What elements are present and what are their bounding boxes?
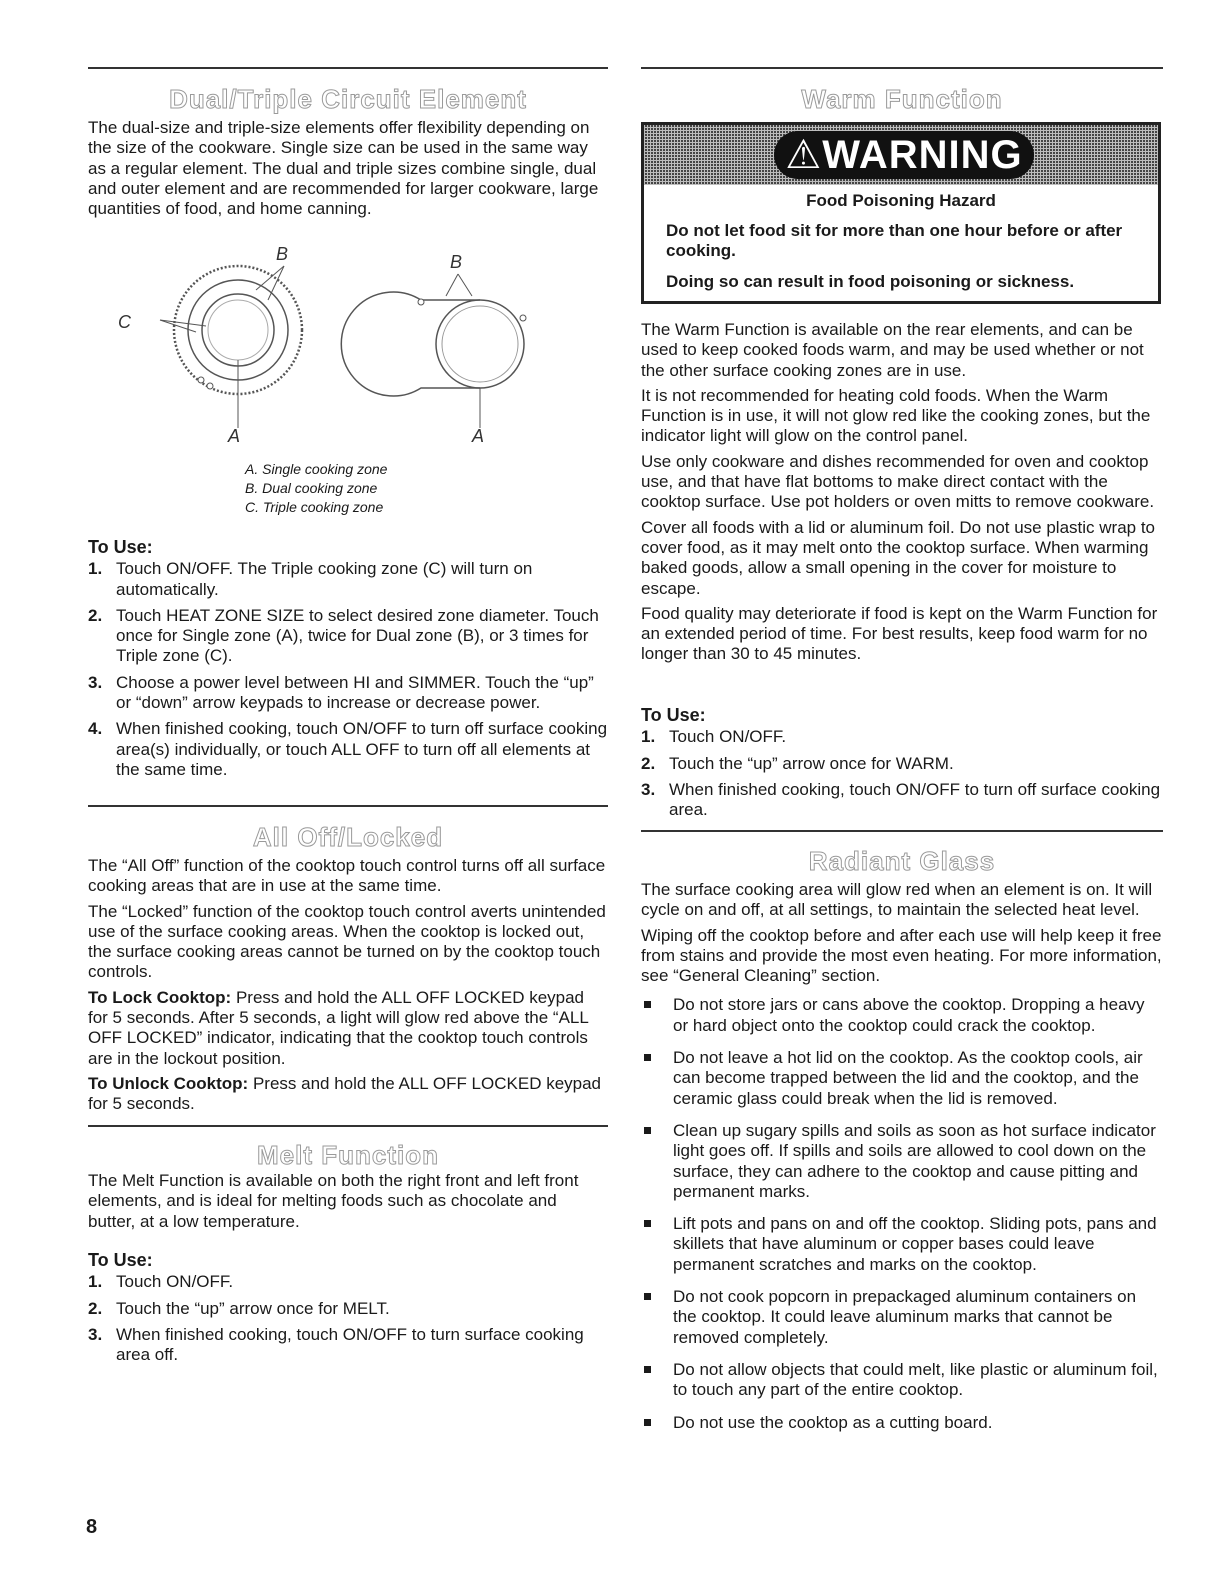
warm-paragraph: Food quality may deteriorate if food is kept on the Warm Function for an extended period of time. For best results, keep food warm for no longer than 30 to 45 minutes. bbox=[641, 603, 1158, 664]
step-item: 2. Touch the “up” arrow once for MELT. bbox=[88, 1298, 390, 1318]
radiant-paragraph: The surface cooking area will glow red when an element is on. It will cycle on and off, at all settings, to maintain the selected heat level. bbox=[641, 880, 1153, 920]
melt-steps bbox=[88, 1272, 608, 1365]
warning-badge: ⚠WARNING bbox=[774, 131, 1034, 179]
all-off-body bbox=[88, 856, 608, 1120]
label-b-triple: B bbox=[276, 244, 289, 264]
step-item: 3. When finished cooking, touch ON/OFF to turn surface cooking area off. bbox=[88, 1324, 584, 1365]
warm-body bbox=[641, 320, 1163, 670]
step-item: 2. Touch HEAT ZONE SIZE to select desired zone diameter. Touch once for Single zone (A), twice for Dual zone (B), or 3 times for Triple zone (C). bbox=[88, 605, 599, 666]
melt-body bbox=[88, 1171, 608, 1237]
triple-element-drawing bbox=[160, 266, 302, 428]
unlock-instructions: To Unlock Cooktop: Press and hold the ALL OFF LOCKED keypad for 5 seconds. bbox=[88, 1073, 602, 1114]
warm-heading: Warm Function bbox=[801, 84, 1003, 114]
warm-steps bbox=[641, 727, 1163, 820]
list-item: Do not store jars or cans above the cooktop. Dropping a heavy or hard object onto the cooktop could crack the cooktop. bbox=[641, 995, 1163, 1036]
dual-element-drawing bbox=[341, 274, 526, 428]
label-b-dual: B bbox=[450, 252, 463, 272]
warm-paragraph: Cover all foods with a lid or aluminum foil. Do not use plastic wrap to cover food, as it may melt onto the cooktop surface. When warming baked goods, allow a small opening in the cover for moisture to escape. bbox=[641, 517, 1156, 598]
list-item: Do not allow objects that could melt, like plastic or aluminum foil, to touch any part of the entire cooktop. bbox=[641, 1360, 1163, 1401]
legend-item: B. Dual cooking zone bbox=[245, 480, 378, 496]
section-divider bbox=[88, 1125, 608, 1127]
step-item: 4. When finished cooking, touch ON/OFF to turn off surface cooking area(s) individually, or touch ALL OFF to turn off all elements at the same time. bbox=[88, 719, 608, 779]
dual-triple-intro bbox=[88, 118, 608, 224]
cooking-zone-diagram bbox=[88, 238, 608, 458]
melt-paragraph: The Melt Function is available on both the right front and left front elements, and is ideal for melting foods such as chocolate and butter, at a low temperature. bbox=[88, 1171, 579, 1231]
section-divider bbox=[641, 67, 1163, 69]
radiant-paragraph: Wiping off the cooktop before and after each use will help keep it free from stains and provide the most even heating. For more information, see “General Cleaning” section. bbox=[641, 925, 1162, 986]
step-item: 3. Choose a power level between HI and SIMMER. Touch the “up” or “down” arrow keypads to increase or decrease power. bbox=[88, 672, 594, 713]
warm-to-use bbox=[641, 705, 1163, 826]
warning-banner bbox=[644, 125, 1158, 185]
dual-triple-to-use bbox=[88, 537, 608, 786]
radiant-heading: Radiant Glass bbox=[808, 846, 996, 876]
warning-title: Food Poisoning Hazard bbox=[806, 191, 996, 210]
warm-paragraph: It is not recommended for heating cold foods. When the Warm Function is in use, it will not glow red like the cooking zones, but the indicator light will glow on the control panel. bbox=[641, 385, 1151, 446]
locked-paragraph: The “Locked” function of the cooktop touch control averts unintended use of the surface cooking areas. When the cooktop is locked out, the surface cooking areas cannot be turned on by the cooktop touch controls. bbox=[88, 901, 606, 982]
list-item: Clean up sugary spills and soils as soon as hot surface indicator light goes off. If spills and soils are allowed to cool down on the surface, they can adhere to the cooktop and cause pitting and permanent marks. bbox=[641, 1121, 1163, 1202]
list-item: Do not leave a hot lid on the cooktop. As the cooktop cools, air can become trapped between the lid and the cooktop, and the ceramic glass could break when the lid is removed. bbox=[641, 1048, 1163, 1109]
warning-box bbox=[641, 122, 1161, 304]
lock-instructions: To Lock Cooktop: Press and hold the ALL OFF LOCKED keypad for 5 seconds. After 5 seconds, a light will glow red above the “ALL OFF LOCKED” indicator, indicating that the cooktop touch controls are in the lockout position. bbox=[88, 987, 589, 1068]
to-use-heading: To Use: bbox=[88, 537, 153, 557]
to-use-heading: To Use: bbox=[88, 1250, 153, 1270]
all-off-heading: All Off/Locked bbox=[252, 822, 444, 852]
label-a-dual: A bbox=[472, 426, 485, 446]
melt-to-use bbox=[88, 1250, 608, 1371]
radiant-body bbox=[641, 880, 1163, 1445]
page-number: 8 bbox=[86, 1516, 98, 1538]
warm-paragraph: The Warm Function is available on the rear elements, and can be used to keep cooked foods warm, and may be used whether or not the other surface cooking zones are in use. bbox=[641, 320, 1144, 380]
warning-text: Doing so can result in food poisoning or sickness. bbox=[666, 272, 1075, 291]
dual-triple-steps bbox=[88, 559, 608, 780]
label-a-triple: A bbox=[228, 426, 241, 446]
all-off-paragraph: The “All Off” function of the cooktop touch control turns off all surface cooking areas that are in use at the same time. bbox=[88, 856, 606, 896]
warm-paragraph: Use only cookware and dishes recommended for oven and cooktop use, and that have flat bottoms to make direct contact with the cooktop surface. Use pot holders or oven mitts to remove cookware. bbox=[641, 451, 1155, 512]
step-item: 1. Touch ON/OFF. The Triple cooking zone (C) will turn on automatically. bbox=[88, 559, 533, 599]
section-divider bbox=[88, 805, 608, 807]
step-item: 1. Touch ON/OFF. bbox=[88, 1272, 234, 1292]
section-divider bbox=[641, 830, 1163, 832]
step-item: 2. Touch the “up” arrow once for WARM. bbox=[641, 753, 954, 773]
label-c: C bbox=[118, 312, 131, 332]
legend-item: C. Triple cooking zone bbox=[245, 499, 384, 515]
warning-text: Do not let food sit for more than one hour before or after cooking. bbox=[666, 221, 1123, 260]
legend-item: A. Single cooking zone bbox=[245, 461, 388, 477]
radiant-bullets bbox=[641, 995, 1163, 1432]
dual-triple-paragraph: The dual-size and triple-size elements offer flexibility depending on the size of the cookware. Single size can be used in the same way as a regular element. The dual and triple sizes combine single, dual and outer element and are recommended for larger cookware, large quantities of food, and home canning. bbox=[88, 118, 599, 219]
to-use-heading: To Use: bbox=[641, 705, 706, 725]
step-item: 1. Touch ON/OFF. bbox=[641, 727, 787, 747]
melt-heading: Melt Function bbox=[257, 1140, 439, 1170]
diagram-legend bbox=[245, 460, 387, 517]
dual-triple-heading: Dual/Triple Circuit Element bbox=[169, 84, 527, 114]
step-item: 3. When finished cooking, touch ON/OFF to turn off surface cooking area. bbox=[641, 779, 1161, 820]
list-item: Do not use the cooktop as a cutting board. bbox=[641, 1413, 1163, 1433]
section-divider bbox=[88, 67, 608, 69]
list-item: Lift pots and pans on and off the cooktop. Sliding pots, pans and skillets that have aluminum or copper bases could leave permanent scratches and marks on the cooktop. bbox=[641, 1214, 1163, 1275]
list-item: Do not cook popcorn in prepackaged aluminum containers on the cooktop. It could leave aluminum marks that cannot be removed completely. bbox=[641, 1287, 1163, 1348]
